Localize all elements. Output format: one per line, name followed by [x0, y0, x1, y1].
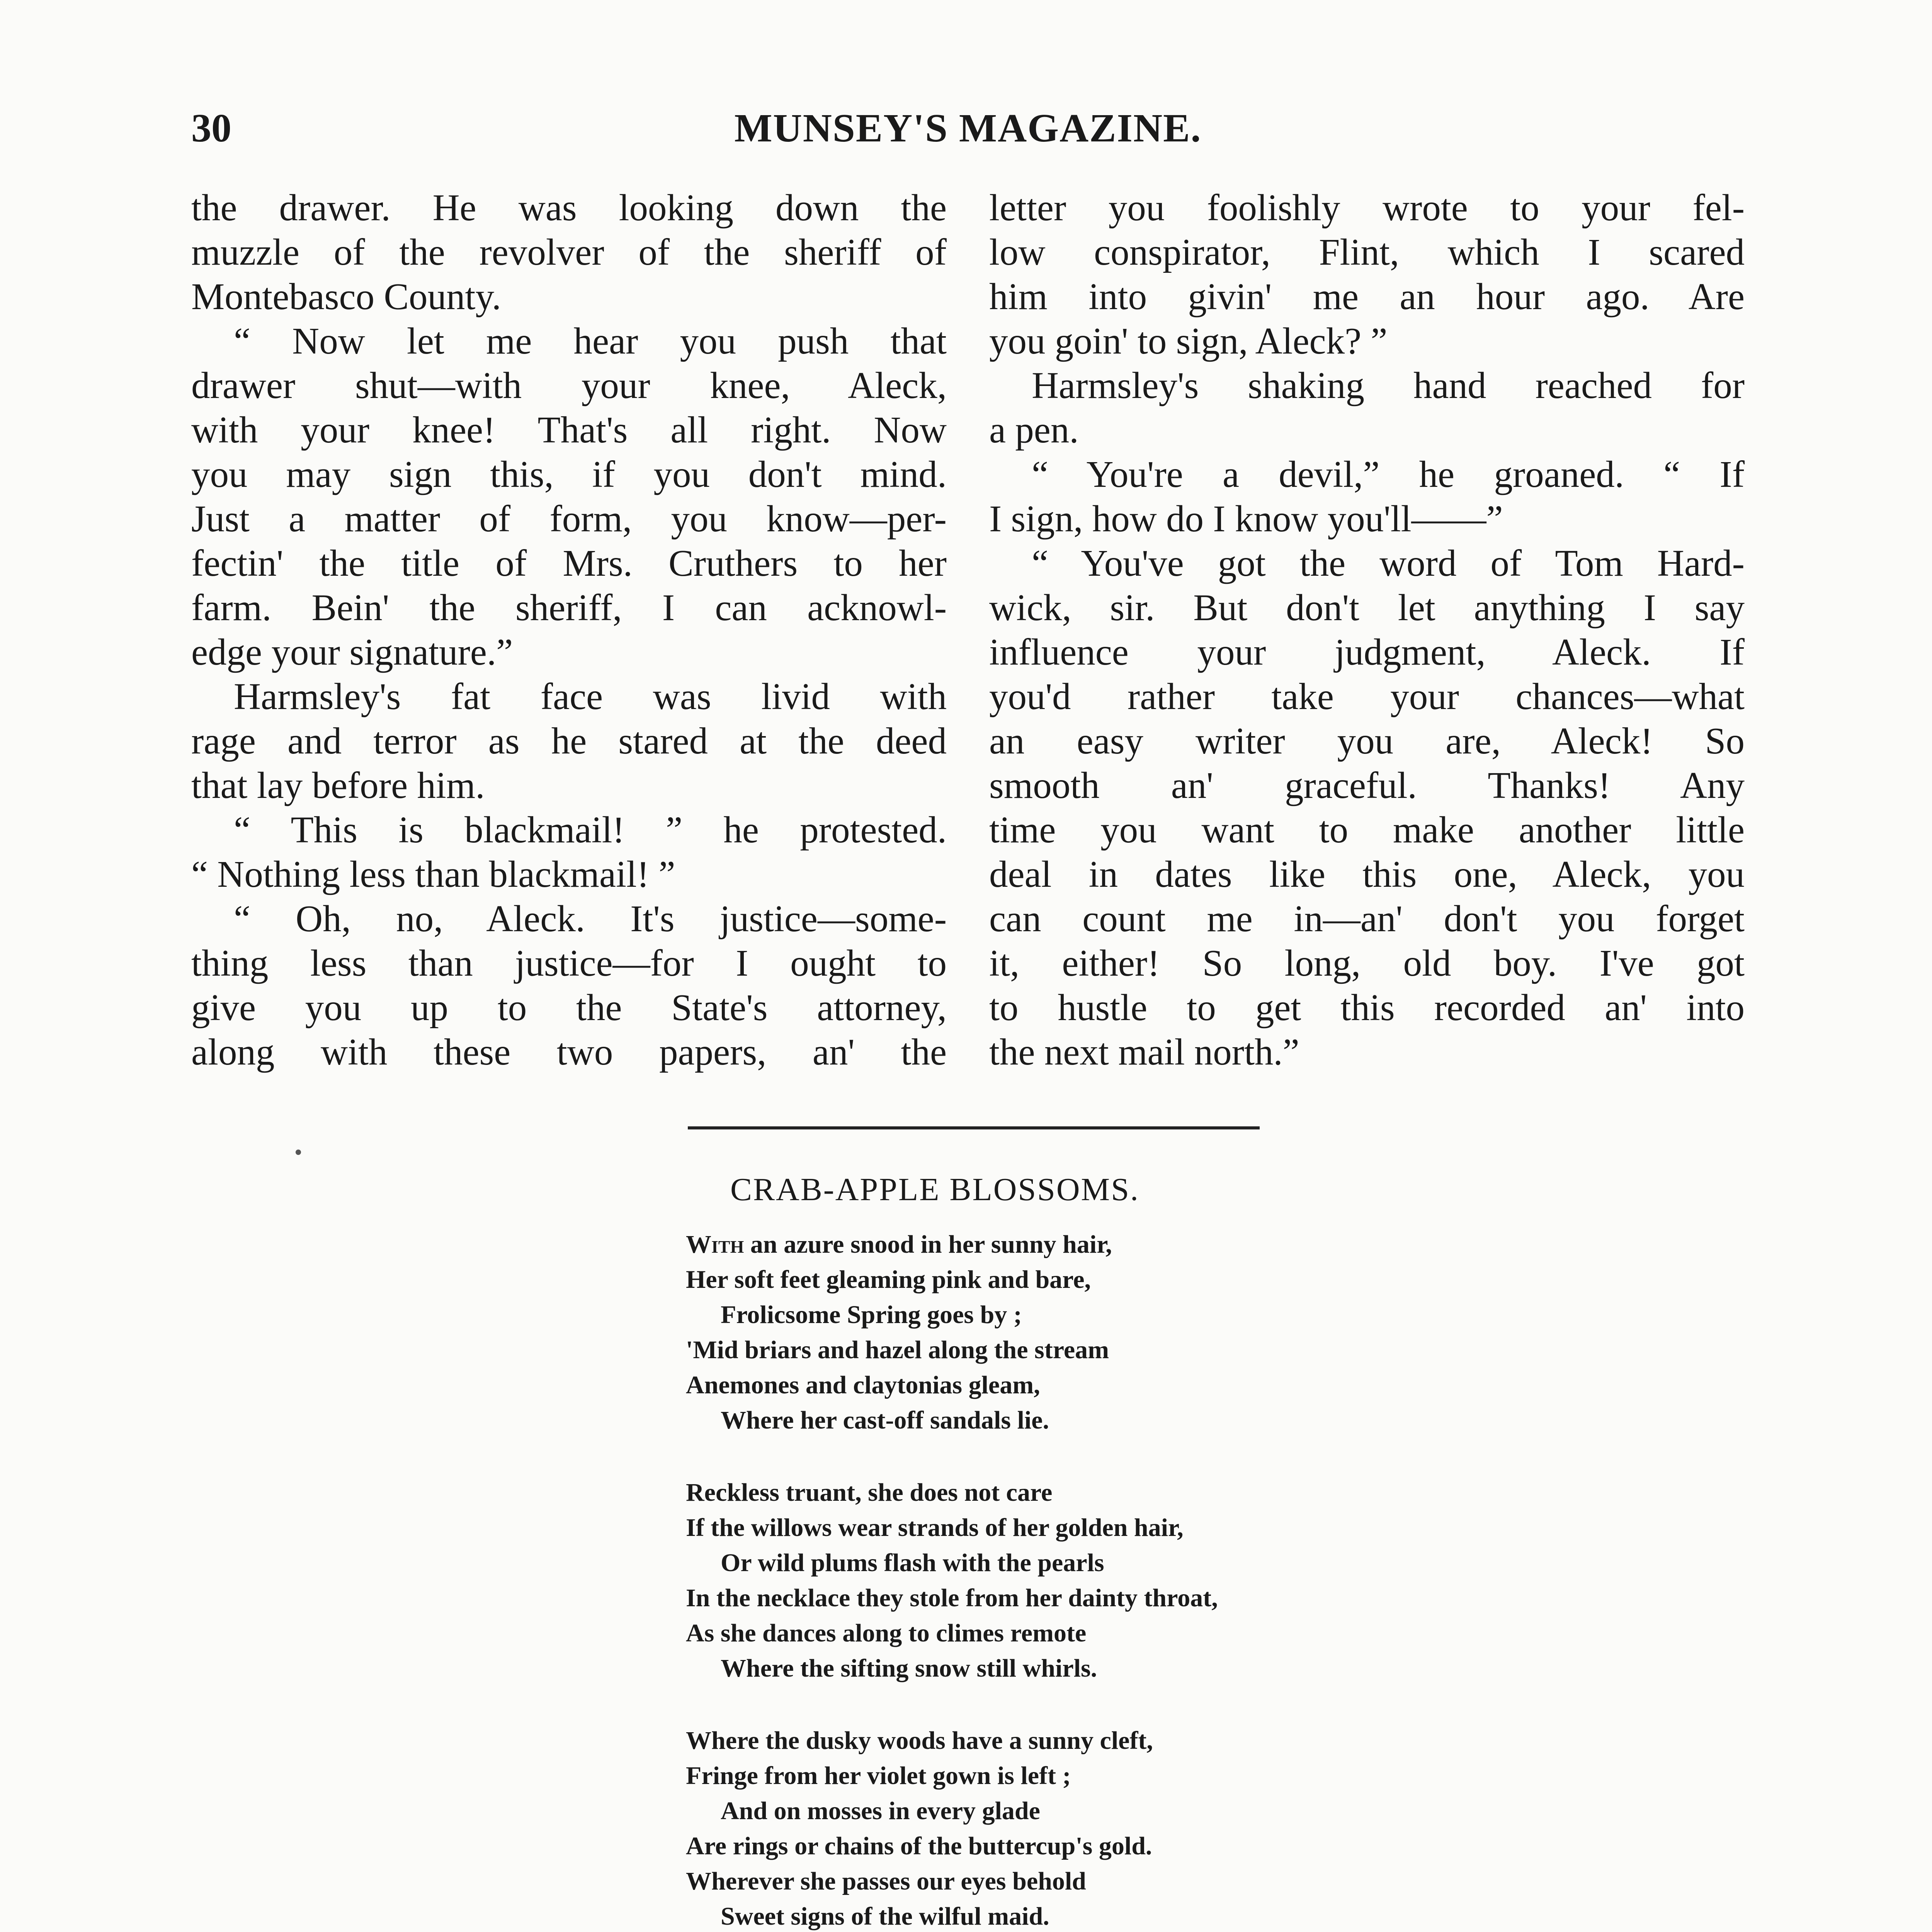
story-line: can count me in—an' don't you forget: [989, 898, 1745, 939]
section-divider: [688, 1126, 1260, 1129]
story-line: Just a matter of form, you know—per-: [191, 498, 947, 539]
poem-line-text: an azure snood in her sunny hair,: [744, 1230, 1112, 1259]
story-line: smooth an' graceful. Thanks! Any: [989, 765, 1745, 806]
story-line: letter you foolishly wrote to your fel-: [989, 187, 1745, 228]
story-line: edge your signature.”: [191, 631, 513, 673]
poem-line: Sweet signs of the wilful maid.: [721, 1902, 1049, 1930]
story-line: an easy writer you are, Aleck! So: [989, 720, 1745, 762]
story-column-right: [989, 185, 1745, 1121]
story-line: Harmsley's fat face was livid with: [234, 676, 947, 717]
poem-line: Or wild plums flash with the pearls: [721, 1549, 1104, 1577]
story-column-left: [191, 185, 947, 1121]
story-line: “ You've got the word of Tom Hard-: [1032, 543, 1745, 584]
poem-stanza: [686, 1227, 1459, 1438]
story-line: “ Nothing less than blackmail! ”: [191, 854, 675, 895]
poem-line: Frolicsome Spring goes by ;: [721, 1301, 1022, 1329]
poem-line: Where the sifting snow still whirls.: [721, 1654, 1097, 1682]
story-line: deal in dates like this one, Aleck, you: [989, 854, 1745, 895]
story-line: you may sign this, if you don't mind.: [191, 454, 947, 495]
page-number: 30: [191, 106, 231, 150]
story-line: “ Oh, no, Aleck. It's justice—some-: [234, 898, 947, 939]
story-line: it, either! So long, old boy. I've got: [989, 942, 1745, 984]
story-line: the next mail north.”: [989, 1031, 1299, 1073]
poem-line: As she dances along to climes remote: [686, 1619, 1087, 1647]
poem-line: Wherever she passes our eyes behold: [686, 1867, 1086, 1895]
story-line: to hustle to get this recorded an' into: [989, 987, 1745, 1028]
poem-first-word: With: [686, 1230, 744, 1259]
story-line: you goin' to sign, Aleck? ”: [989, 320, 1388, 362]
story-line: you'd rather take your chances—what: [989, 676, 1745, 717]
poem-title: CRAB-APPLE BLOSSOMS.: [730, 1172, 1139, 1208]
story-line: a pen.: [989, 409, 1079, 451]
story-columns: [191, 185, 1745, 1121]
poem-line: Reckless truant, she does not care: [686, 1478, 1053, 1507]
story-line: I sign, how do I know you'll——”: [989, 498, 1503, 539]
story-line: give you up to the State's attorney,: [191, 987, 947, 1028]
poem-line: Where her cast-off sandals lie.: [721, 1406, 1049, 1434]
poem-body: [686, 1227, 1459, 1932]
story-line: influence your judgment, Aleck. If: [989, 631, 1745, 673]
poem-line: In the necklace they stole from her dainty throat,: [686, 1584, 1218, 1612]
story-line: thing less than justice—for I ought to: [191, 942, 947, 984]
story-line: with your knee! That's all right. Now: [191, 409, 947, 451]
poem-line: And on mosses in every glade: [721, 1797, 1040, 1825]
story-line: that lay before him.: [191, 765, 485, 806]
story-line: Harmsley's shaking hand reached for: [1032, 365, 1745, 406]
story-line: low conspirator, Flint, which I scared: [989, 231, 1745, 273]
story-line: rage and terror as he stared at the deed: [191, 720, 947, 762]
running-title: MUNSEY'S MAGAZINE.: [734, 106, 1202, 150]
story-line: fectin' the title of Mrs. Cruthers to her: [191, 543, 947, 584]
story-line: “ You're a devil,” he groaned. “ If: [1032, 454, 1745, 495]
poem-line: 'Mid briars and hazel along the stream: [686, 1336, 1109, 1364]
story-line: “ Now let me hear you push that: [234, 320, 947, 362]
story-line: “ This is blackmail! ” he protested.: [234, 809, 947, 850]
poem-line: [686, 1227, 1459, 1262]
poem-line: Her soft feet gleaming pink and bare,: [686, 1265, 1091, 1294]
story-line: wick, sir. But don't let anything I say: [989, 587, 1745, 628]
poem-line: Fringe from her violet gown is left ;: [686, 1762, 1071, 1790]
poem-stanza: [686, 1723, 1459, 1932]
poem-stanza: [686, 1475, 1459, 1686]
story-line: time you want to make another little: [989, 809, 1745, 850]
story-line: muzzle of the revolver of the sheriff of: [191, 231, 947, 273]
poem-line: Anemones and claytonias gleam,: [686, 1371, 1040, 1399]
story-line: along with these two papers, an' the: [191, 1031, 947, 1073]
poem-line: Are rings or chains of the buttercup's gold.: [686, 1832, 1152, 1860]
story-line: the drawer. He was looking down the: [191, 187, 947, 228]
story-line: farm. Bein' the sheriff, I can acknowl-: [191, 587, 947, 628]
poem-line: If the willows wear strands of her golden hair,: [686, 1514, 1184, 1542]
story-line: him into givin' me an hour ago. Are: [989, 276, 1745, 317]
story-line: drawer shut—with your knee, Aleck,: [191, 365, 947, 406]
poem-line: Where the dusky woods have a sunny cleft,: [686, 1726, 1153, 1755]
print-speck: [296, 1150, 301, 1155]
story-line: Montebasco County.: [191, 276, 501, 317]
page-header: [191, 105, 1745, 155]
